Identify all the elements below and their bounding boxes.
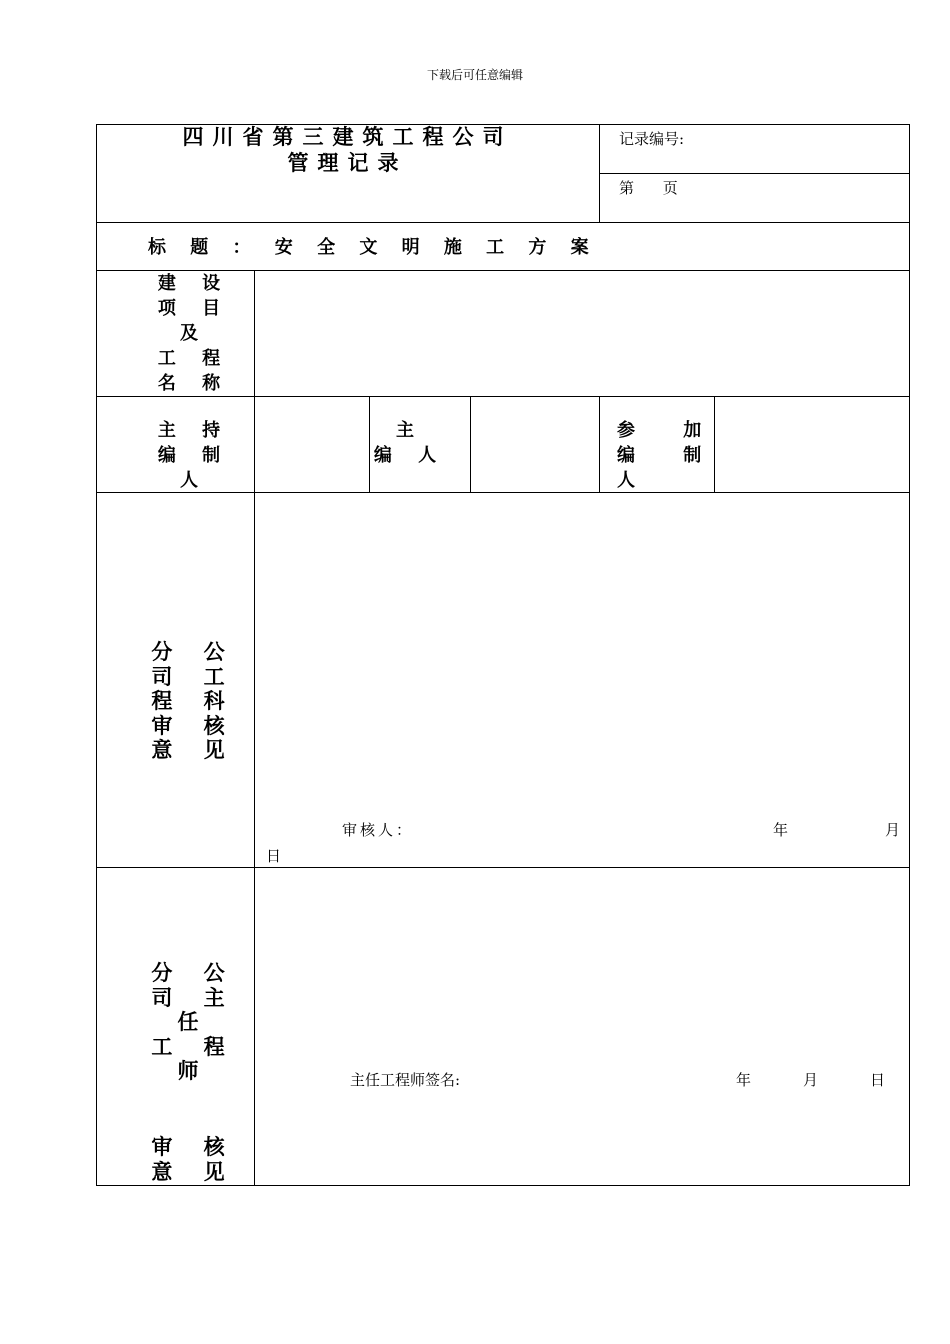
divider-review [96, 867, 910, 868]
chief-engineer-label: 分 公 司 主 任 工 程 师 [151, 960, 237, 1083]
record-type: 管理记录 [287, 150, 408, 175]
divider-people-3 [599, 396, 600, 492]
divider-project [96, 396, 910, 397]
chief-engineer-review-label: 审 核 意 见 [151, 1134, 237, 1184]
company-name: 四川省第三建筑工程公司 [182, 124, 513, 149]
sign-day-label: 日 [870, 1071, 886, 1089]
divider-header-vertical [599, 124, 600, 222]
form-title: 标 题 ： 安 全 文 明 施 工 方 案 [148, 237, 598, 258]
page-number-label: 第 页 [619, 179, 678, 197]
divider-label-column [254, 270, 255, 1186]
sign-year-label: 年 [736, 1071, 752, 1089]
divider-record-page [599, 173, 910, 174]
record-number-label: 记录编号: [619, 130, 685, 148]
host-compiler-label: 主 持 编 制 人 [157, 420, 231, 491]
engineering-review-label: 分 公 司 工 程 科 审 核 意 见 [151, 639, 237, 762]
divider-people-2 [470, 396, 471, 492]
reviewer-label: 审核人： [342, 821, 415, 839]
sign-month-label: 月 [803, 1071, 819, 1089]
review-month-label: 月 [885, 821, 901, 839]
review-day-label: 日 [266, 847, 282, 865]
divider-header [96, 222, 910, 223]
chief-compiler-label: 主 编 人 [373, 420, 447, 466]
company-title [96, 124, 599, 176]
divider-people-4 [714, 396, 715, 492]
download-note: 下载后可任意编辑 [426, 68, 523, 82]
chief-engineer-sign-label: 主任工程师签名: [350, 1071, 461, 1089]
participant-compiler-label: 参 加 编 制 人 [617, 420, 702, 491]
review-year-label: 年 [773, 821, 789, 839]
project-name-label: 建 设 项 目 及 工 程 名 称 [157, 273, 231, 394]
